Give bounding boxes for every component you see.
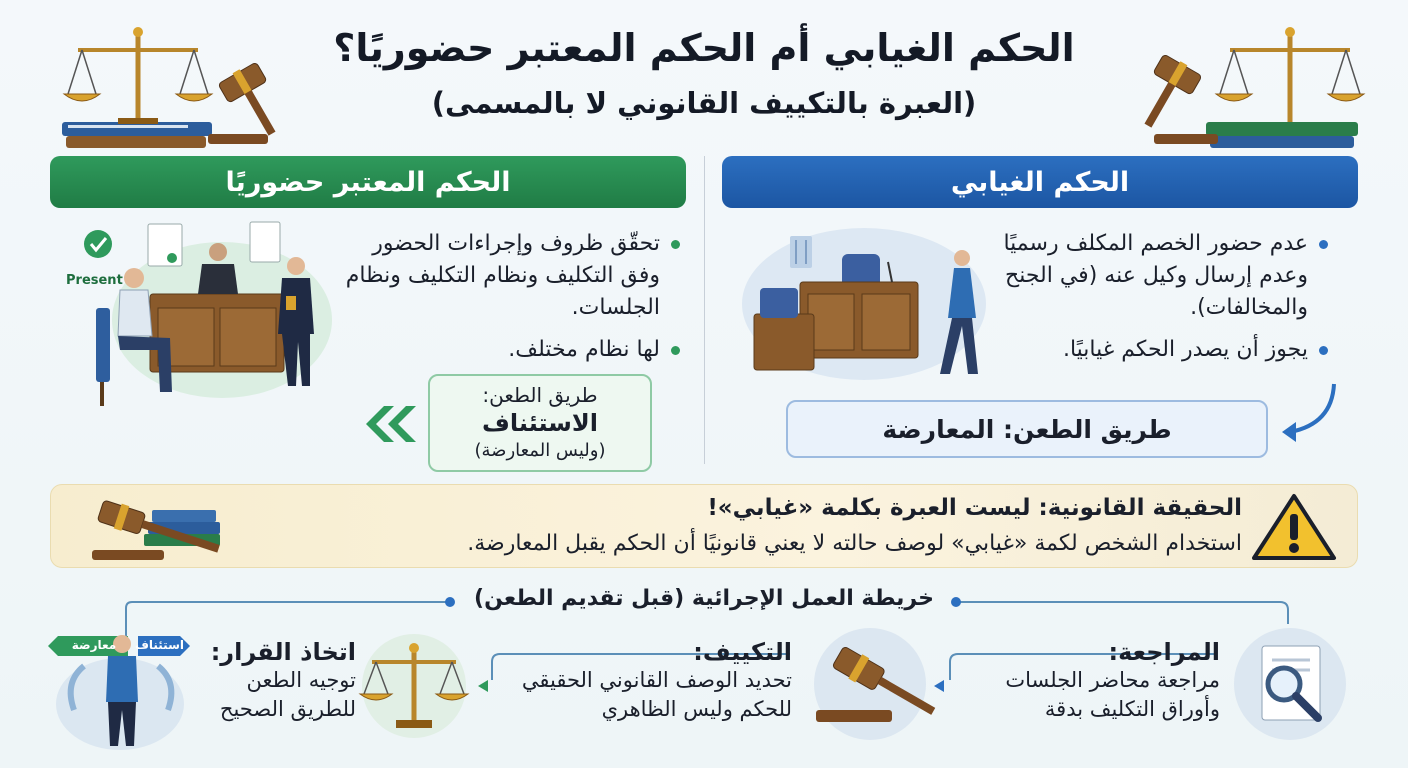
sign-appeal: استئناف [134,638,184,652]
deemed-present-bullet: تحقّق ظروف وإجراءات الحضور وفق التكليف ونظام التكليف ونظام الجلسات. [330,228,682,324]
scales-icon [356,632,472,742]
opposition-appeal-box: طريق الطعن: المعارضة [786,400,1268,458]
legal-fact-text: استخدام الشخص لكمة «غيابي» لوصف حالته لا يعني قانونيًا أن الحكم يقبل المعارضة. [467,531,1242,556]
workflow-step-review [966,638,1220,724]
appeal-value: الاستئناف [482,409,598,437]
deemed-present-bullet: لها نظام مختلف. [330,334,682,366]
appeal-note: (وليس المعارضة) [474,440,606,461]
absentee-bullet: يجوز أن يصدر الحكم غيابيًا. [970,334,1330,366]
step-title: المراجعة: [1108,638,1220,666]
absentee-bullet: عدم حضور الخصم المكلف رسميًا وعدم إرسال وكيل عنه (في الجنح والمخالفات). [970,228,1330,324]
step-description: تحديد الوصف القانوني الحقيقي للحكم وليس الظاهري [521,668,792,721]
page-subtitle: (العبرة بالتكييف القانوني لا بالمسمى) [431,86,977,120]
workflow-title: خريطة العمل الإجرائية (قبل تقديم الطعن) [474,586,934,611]
appeal-label: طريق الطعن: [482,383,598,407]
workflow-step-classification [520,638,792,724]
magnifier-document-icon [1232,626,1348,742]
sign-opposition: معارضة [71,638,117,652]
present-label: Present [66,273,123,288]
workflow-step-decision [186,638,356,724]
page-title: الحكم الغيابي أم الحكم المعتبر حضوريًا؟ [333,26,1075,70]
step-title: اتخاذ القرار: [210,638,356,666]
step-description: مراجعة محاضر الجلسات وأوراق التكليف بدقة [1005,668,1220,721]
gavel-icon [806,626,936,742]
step-title: التكييف: [693,638,792,666]
legal-fact-title: الحقيقة القانونية: ليست العبرة بكلمة «غيابي»! [707,495,1242,521]
absentee-judgment-header: الحكم الغيابي [722,156,1358,208]
deemed-present-judgment-header: الحكم المعتبر حضوريًا [50,156,686,208]
step-description: توجيه الطعن للطريق الصحيح [219,668,356,721]
